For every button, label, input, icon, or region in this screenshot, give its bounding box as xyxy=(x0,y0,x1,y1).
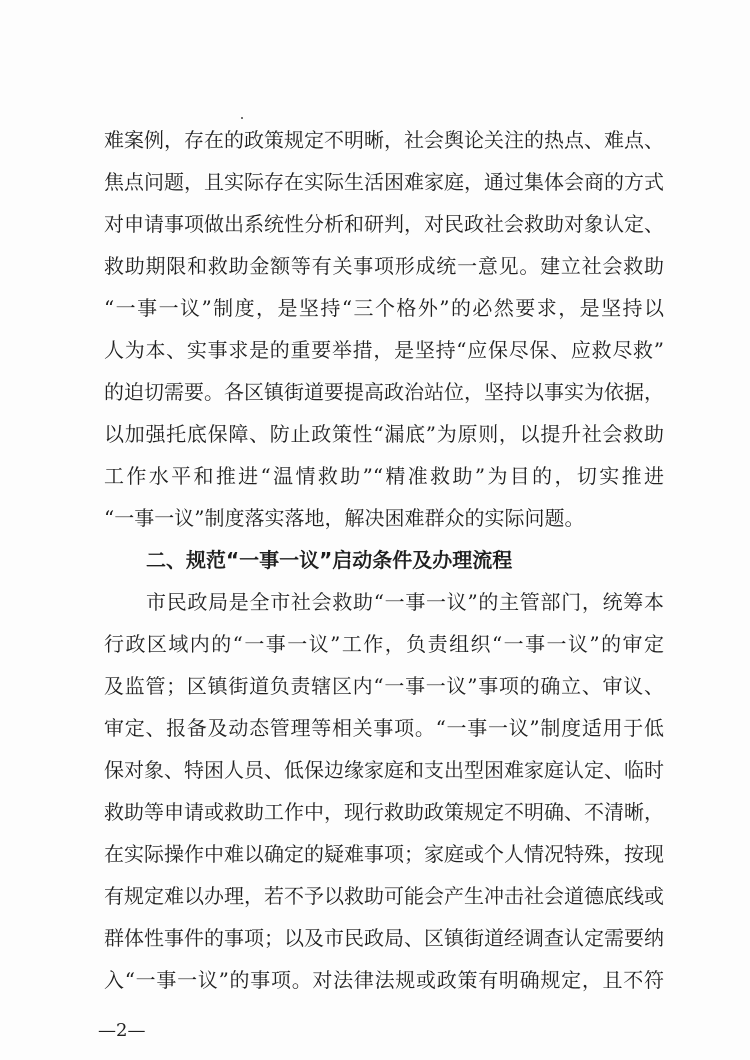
paragraph-line: “一事一议”制度，是坚持“三个格外”的必然要求，是坚持以 xyxy=(104,296,664,320)
paragraph-line: 对申请事项做出系统性分析和研判，对民政社会救助对象认定、 xyxy=(104,212,664,236)
page-number: —2— xyxy=(98,1020,146,1041)
paragraph-line: 工作水平和推进“温情救助”“精准救助”为目的，切实推进 xyxy=(104,464,664,488)
paragraph-line: 的迫切需要。各区镇街道要提高政治站位，坚持以事实为依据， xyxy=(104,380,664,404)
paragraph-line: 群体性事件的事项；以及市民政局、区镇街道经调查认定需要纳 xyxy=(104,926,664,950)
scan-speck xyxy=(241,117,243,119)
paragraph-line: 在实际操作中难以确定的疑难事项；家庭或个人情况特殊，按现 xyxy=(104,842,664,866)
paragraph-line: 保对象、特困人员、低保边缘家庭和支出型困难家庭认定、临时 xyxy=(104,758,664,782)
paragraph-line: 市民政局是全市社会救助“一事一议”的主管部门，统筹本 xyxy=(146,590,664,614)
paragraph-line: 救助等申请或救助工作中，现行救助政策规定不明确、不清晰， xyxy=(104,800,664,824)
paragraph-line: 入“一事一议”的事项。对法律法规或政策有明确规定，且不符 xyxy=(104,968,664,992)
paragraph-line: 审定、报备及动态管理等相关事项。“一事一议”制度适用于低 xyxy=(104,716,664,740)
paragraph-line: 人为本、实事求是的重要举措，是坚持“应保尽保、应救尽救” xyxy=(104,338,664,362)
paragraph-line: 有规定难以办理，若不予以救助可能会产生冲击社会道德底线或 xyxy=(104,884,664,908)
paragraph-line: 以加强托底保障、防止政策性“漏底”为原则，以提升社会救助 xyxy=(104,422,664,446)
paragraph-line: 及监管；区镇街道负责辖区内“一事一议”事项的确立、审议、 xyxy=(104,674,664,698)
paragraph-line: 焦点问题，且实际存在实际生活困难家庭，通过集体会商的方式 xyxy=(104,170,664,194)
paragraph-line: 救助期限和救助金额等有关事项形成统一意见。建立社会救助 xyxy=(104,254,664,278)
paragraph-line: 难案例，存在的政策规定不明晰，社会舆论关注的热点、难点、 xyxy=(104,128,664,152)
section-heading: 二、规范“一事一议”启动条件及办理流程 xyxy=(146,548,513,572)
paragraph-line: “一事一议”制度落实落地，解决困难群众的实际问题。 xyxy=(104,506,585,530)
paragraph-line: 行政区域内的“一事一议”工作，负责组织“一事一议”的审定 xyxy=(104,632,664,656)
